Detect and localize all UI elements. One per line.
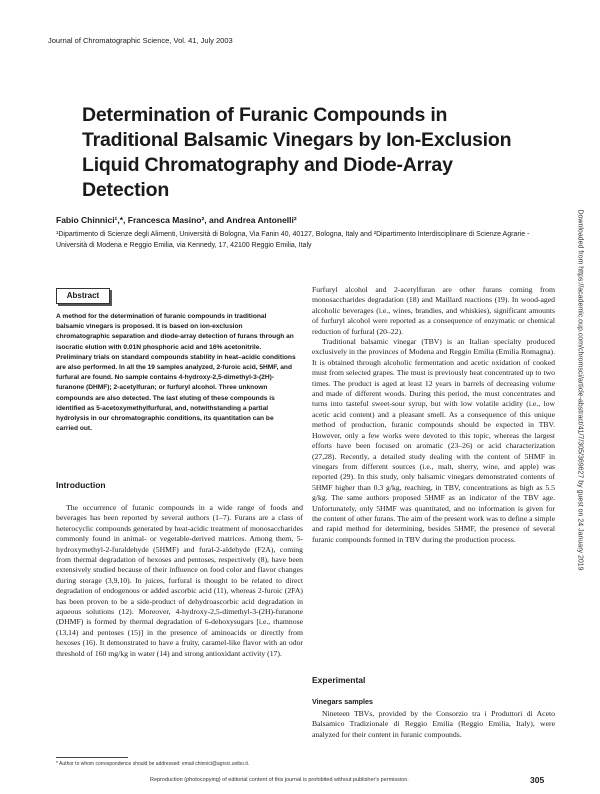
abstract-text: A method for the determination of furanic compounds in traditional balsamic vinegars is proposed. It is based on ion-exclusion chromatographic separation and diode-array detection of furans through an isocratic elution with 0.01N phosphoric acid and 16% acetonitrile. Preliminary trials on standard compounds stability in heat–acidic conditions are also performed. In all the 19 samples analyzed, 2-furoic acid, 5HMF, and furfural are found. No sample contains 4-hydroxy-2,5-dimethyl-3-(2H)-furanone (DHMF); 2-acetylfuran; or furfuryl alcohol. Three unknown compounds are also detected. The last eluting of these compounds is identified as 5-acetoxymethylfurfural, and, notwithstanding a partial hydrolysis in our chromatographic conditions, its quantitation can be carried out.: [56, 313, 296, 433]
paragraph-tbv: Traditional balsamic vinegar (TBV) is an Italian specialty produced exclusively in the provinces of Modena and Reggio Emilia (Emilia Romagna). It is obtained through alcoholic fermentation and acetic oxidation of cooked must from selected grapes. The must is previously heat concentrated up to two times. The product is aged at least 12 years in barrels of decreasing volume and made of different woods. During this period, the must concentrates and turns into tasteful sweet-sour syrup, but with low volatile acidity (i.e., low acetic acid content) and a pleasant smell. As a consequence of this unique method of production, furanic compounds should be expected in TBV. However, only a few works were devoted to this topic, whereas the largest efforts have been focused on aromatic (23–26) or acid characterization (27,28). Recently, a detailed study dealing with the content of 5HMF in vinegars from different sources (i.e., malt, sherry, wine, and apple) was reported (29). In this study, only balsamic vinegars demonstrated contents of 5HMF higher than 0.3 g/kg, reaching, in TBV, concentrations as high as 5.5 g/kg. The same authors proposed 5HMF as an indicator of the TBV age. Unfortunately, only 5HMF was quantitated, and no information is given for the content of other furans. The aim of the present work was to define a simple and rapid method for determining, besides 5HMF, the presence of several furanic compounds formed in TBV during the production process.: [312, 337, 555, 544]
download-watermark-text: Downloaded from https://academic.oup.com/chromsci/article-abstract/41/7/305/369627 by guest on 24 January 2019: [576, 209, 584, 571]
correspondence-footnote: * Author to whom correspondence should be addressed: email chinnici@agrsci.unibo.it.: [56, 761, 250, 767]
download-watermark: [574, 190, 586, 590]
vinegars-samples-paragraph: Nineteen TBVs, provided by the Consorzio tra i Produttori di Aceto Balsamico Tradizionale di Reggio Emilia (Reggio Emilia, Italy), were analyzed for their content in furanic compounds.: [312, 709, 555, 739]
author-list: Fabio Chinnici¹,*, Francesca Masino², and Andrea Antonelli²: [56, 215, 297, 225]
reproduction-notice: Reproduction (photocopying) of editorial content of this journal is prohibited without publisher's permission.: [150, 777, 409, 783]
page-number: 305: [530, 775, 545, 785]
right-column-body: [312, 285, 555, 545]
experimental-heading: Experimental: [312, 675, 366, 685]
vinegars-samples-body: [312, 709, 555, 740]
affiliation: ¹Dipartimento di Scienze degli Alimenti, Università di Bologna, Via Fanin 40, 40127, Bologna, Italy and ²Dipartimento Interdisciplinare di Scienze Agrarie - Università di Modena e Reggio Emilia, via Kennedy, 17, 42100 Reggio Emilia, Italy: [56, 231, 530, 249]
introduction-heading: Introduction: [56, 480, 106, 490]
article-title: Determination of Furanic Compounds in Traditional Balsamic Vinegars by Ion-Exclusion Liquid Chromatography and Diode-Array Detection: [82, 104, 512, 201]
abstract-heading: Abstract: [56, 288, 110, 304]
journal-header: Journal of Chromatographic Science, Vol. 41, July 2003: [48, 36, 233, 45]
introduction-body: [56, 503, 303, 659]
vinegars-samples-heading: Vinegars samples: [312, 697, 373, 706]
paragraph-furfuryl: Furfuryl alcohol and 2-acetylfuran are other furans coming from monosaccharides degradation (18) and Maillard reactions (19). In wood-aged alcoholic beverages (i.e., wines, brandies, and whiskies), significant amounts of furfuryl alcohol were reported as a consequence of enzymatic or chemical reduction of furfural (20–22).: [312, 285, 555, 336]
introduction-paragraph: The occurrence of furanic compounds in a wide range of foods and beverages has been reported by several authors (1–7). Furans are a class of heterocyclic compounds generated by heat-acidic treatment of monosaccharides commonly found in animal- or vegetable-derived matrices. Among them, 5-hydroxymethyl-2-furaldehyde (5HMF) and fural-2-aldehyde (F2A), coming from thermal degradation of hexoses and pentoses, respectively (8), have been extensively studied because of their influence on food color and flavor changes during storage (3,9,10). In juices, furfural is thought to be related to direct degradation of endogenous or added ascorbic acid (11), whereas 2-furoic (2FA) has been proven to be a side-product of dehydroascorbic acid degradation in aqueous solutions (12). Moreover, 4-hydroxy-2,5-dimethyl-3-(2H)-furanone (DHMF) is formed by thermal degradation of 6-dehoxysugars [i.e., rhamnose (13,14) and pentoses (15)] in the presence of aminoacids or directly from hexoses (16). It demonstrated to have a fruity, caramel-like flavor with an odor threshold of 160 mg/kg in water (14) and strong antioxidant activity (17).: [56, 503, 303, 658]
footnote-rule: [56, 757, 128, 758]
